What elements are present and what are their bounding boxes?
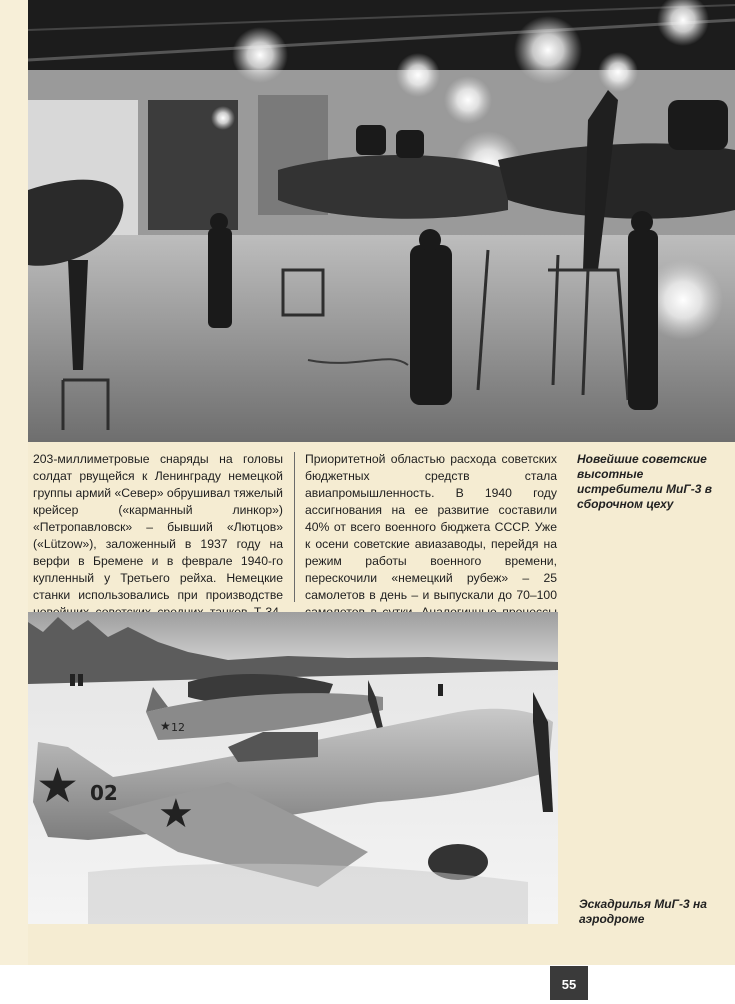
photo-caption-airfield: Эскадрилья МиГ-3 на аэродроме xyxy=(579,897,707,926)
svg-text:★: ★ xyxy=(158,791,194,837)
page-number: 55 xyxy=(550,966,588,1000)
plane-number-12: 12 xyxy=(171,721,185,734)
article-text-left-column: 203-миллиметровые снаряды на головы солдат рвущейся к Ленинграду немецкой группы армий «Север» обрушивал тяжелый крейсер («карманный линкор») «Петропавловск» – бывший «Лютцов» («Lützow»), заложенный в 1937 году на верфи в Бремене и в феврале 1940-го купленный у Третьего рейха. Немецкие станки использовались при производстве xyxy=(33,452,283,602)
photo-caption-assembly: Новейшие советские высотные истребители МиГ-3 в сборочном цеху xyxy=(577,452,712,511)
assembly-shop-photo xyxy=(28,0,735,442)
airfield-squadron-photo xyxy=(28,612,558,924)
svg-text:★: ★ xyxy=(160,719,171,733)
page-margin xyxy=(0,0,28,965)
svg-text:★: ★ xyxy=(36,758,80,814)
column-divider xyxy=(294,452,295,602)
article-text-right-column: Приоритетной областью расхода советских бюджетных средств стала авиапромышленность. В 1940 году ассигнования на ее развитие составили 40% от всего военного бюджета СССР. Уже к осени советские авиазаводы, перейдя на режим работы военного времени, перескочили «немецкий рубеж» – 25 самолетов в день – и выпускали до 70–100 xyxy=(305,452,557,602)
plane-number-02: 02 xyxy=(90,781,118,805)
